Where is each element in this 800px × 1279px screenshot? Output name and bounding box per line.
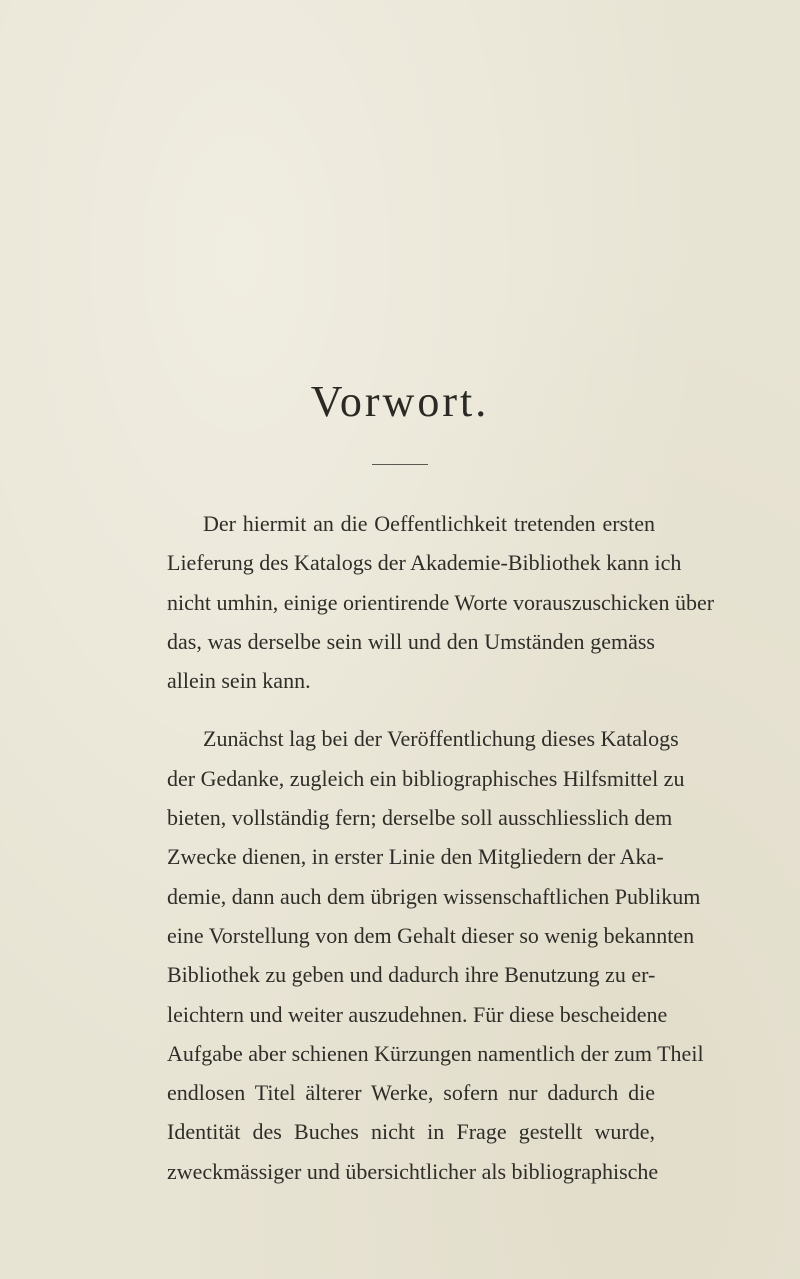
body-text xyxy=(167,504,715,1210)
text-line: demie, dann auch dem übrigen wissenschaftlichen Publikum xyxy=(167,883,701,909)
text-line: Zwecke dienen, in erster Linie den Mitgliedern der Aka- xyxy=(167,844,664,870)
text-line: eine Vorstellung von dem Gehalt dieser so wenig bekannten xyxy=(167,922,695,948)
text-line: nicht umhin, einige orientirende Worte vorauszuschicken über xyxy=(167,589,715,615)
text-line: allein sein kann. xyxy=(167,668,311,694)
paragraph-2 xyxy=(167,719,704,1191)
paragraph-1 xyxy=(167,504,715,700)
text-line: Aufgabe aber schienen Kürzungen namentlich der zum Theil xyxy=(167,1040,704,1066)
text-line: leichtern und weiter auszudehnen. Für diese bescheidene xyxy=(167,1001,668,1027)
text-line: der Gedanke, zugleich ein bibliographisches Hilfsmittel zu xyxy=(167,765,685,791)
text-line: Identität des Buches nicht in Frage gestellt wurde, xyxy=(167,1119,655,1145)
text-line: endlosen Titel älterer Werke, sofern nur dadurch die xyxy=(167,1080,655,1106)
text-line: Bibliothek zu geben und dadurch ihre Benutzung zu er- xyxy=(167,962,656,988)
page-title: Vorwort. xyxy=(310,377,490,426)
title-divider xyxy=(372,464,428,465)
text-line: das, was derselbe sein will und den Umständen gemäss xyxy=(167,628,655,654)
text-line: Der hiermit an die Oeffentlichkeit tretenden ersten xyxy=(203,511,655,536)
text-line: Lieferung des Katalogs der Akademie-Bibliothek kann ich xyxy=(167,550,682,576)
text-line: zweckmässiger und übersichtlicher als bibliographische xyxy=(167,1158,659,1184)
text-line: bieten, vollständig fern; derselbe soll ausschliesslich dem xyxy=(167,805,673,831)
text-line: Zunächst lag bei der Veröffentlichung dieses Katalogs xyxy=(203,726,679,752)
